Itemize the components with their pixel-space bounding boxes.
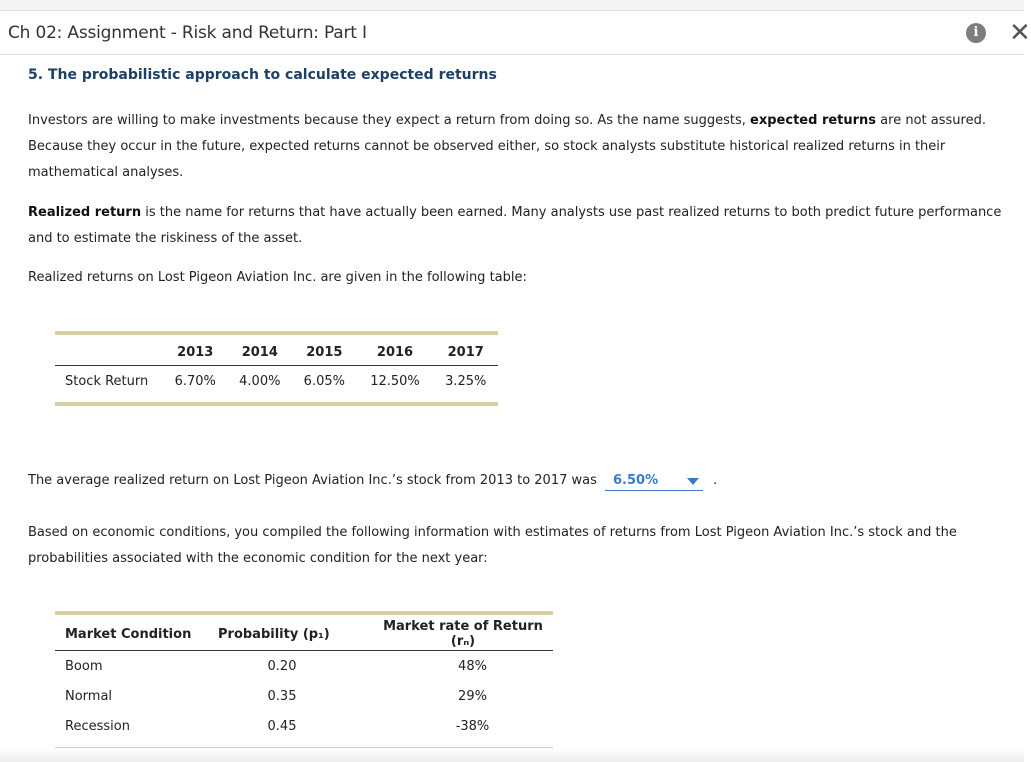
chevron-down-icon <box>687 478 699 485</box>
table-bottom-bar <box>55 402 498 406</box>
average-paragraph <box>28 468 1018 494</box>
conditions-table <box>55 611 553 751</box>
title-bar <box>0 10 1031 55</box>
cell: 0.35 <box>267 688 297 704</box>
conditions-header-row <box>55 615 553 651</box>
header-year: 2014 <box>228 335 293 366</box>
cell: 3.25% <box>445 373 487 389</box>
table-row <box>55 651 553 682</box>
header-year: 2015 <box>292 335 357 366</box>
cell: -38% <box>455 718 490 734</box>
table-intro: Realized returns on Lost Pigeon Aviation Inc. are given in the following table: <box>28 270 527 285</box>
text: The average realized return on Lost Pigeon Aviation Inc.’s stock from 2013 to 2017 was <box>28 473 597 488</box>
cell: 12.50% <box>370 373 420 389</box>
table-row <box>55 711 553 741</box>
cell: 0.20 <box>267 658 297 674</box>
cell: 4.00% <box>239 373 281 389</box>
text: is the name for returns that have actually been earned. Many analysts use past realized returns to both predict future performance and to estimate the riskiness of the asset. <box>28 205 1002 246</box>
table-row <box>55 681 553 711</box>
cell: Boom <box>65 658 103 674</box>
cell: Recession <box>65 718 130 734</box>
cell: 0.45 <box>267 718 297 734</box>
row-label: Stock Return <box>65 373 149 389</box>
header-cell: Market rate of Return (rₙ) <box>373 615 553 651</box>
header-year: 2017 <box>433 335 498 366</box>
header-cell: Market Condition <box>55 615 206 651</box>
text: . <box>713 473 718 488</box>
cell: Normal <box>65 688 113 704</box>
section-heading: 5. The probabilistic approach to calculate expected returns <box>28 67 497 83</box>
table-row <box>55 366 498 397</box>
text: are not assured. Because they occur in the future, expected returns cannot be observed either, so stock analysts substitute historical realized returns in their mathematical analyses. <box>28 113 986 180</box>
realized-paragraph <box>28 200 1018 252</box>
bold-term: Realized return <box>28 205 142 220</box>
cell: 29% <box>458 688 487 704</box>
average-return-dropdown[interactable] <box>605 472 703 491</box>
header-year: 2013 <box>163 335 228 366</box>
returns-table <box>55 331 498 406</box>
cell: 48% <box>458 658 487 674</box>
bottom-shadow <box>0 748 1024 762</box>
cell: 6.70% <box>174 373 216 389</box>
window-title: Ch 02: Assignment - Risk and Return: Part I <box>8 23 367 43</box>
text: Investors are willing to make investments because they expect a return from doing so. As the name suggests, <box>28 113 751 128</box>
close-icon[interactable]: ✕ <box>1009 18 1031 48</box>
top-strip <box>0 0 1024 10</box>
header-cell: Probability (p₁) <box>206 615 373 651</box>
header-year: 2016 <box>357 335 434 366</box>
header-empty <box>55 335 163 366</box>
bold-term: expected returns <box>750 113 877 128</box>
info-icon[interactable]: i <box>966 23 986 43</box>
intro-paragraph <box>28 108 1018 186</box>
returns-header-row <box>55 335 498 366</box>
conditions-paragraph: Based on economic conditions, you compiled the following information with estimates of returns from Lost Pigeon Aviation Inc.’s stock and the probabilities associated with the economic condition for the next year: <box>28 525 957 566</box>
cell: 6.05% <box>303 373 345 389</box>
dropdown-value: 6.50% <box>613 473 659 488</box>
